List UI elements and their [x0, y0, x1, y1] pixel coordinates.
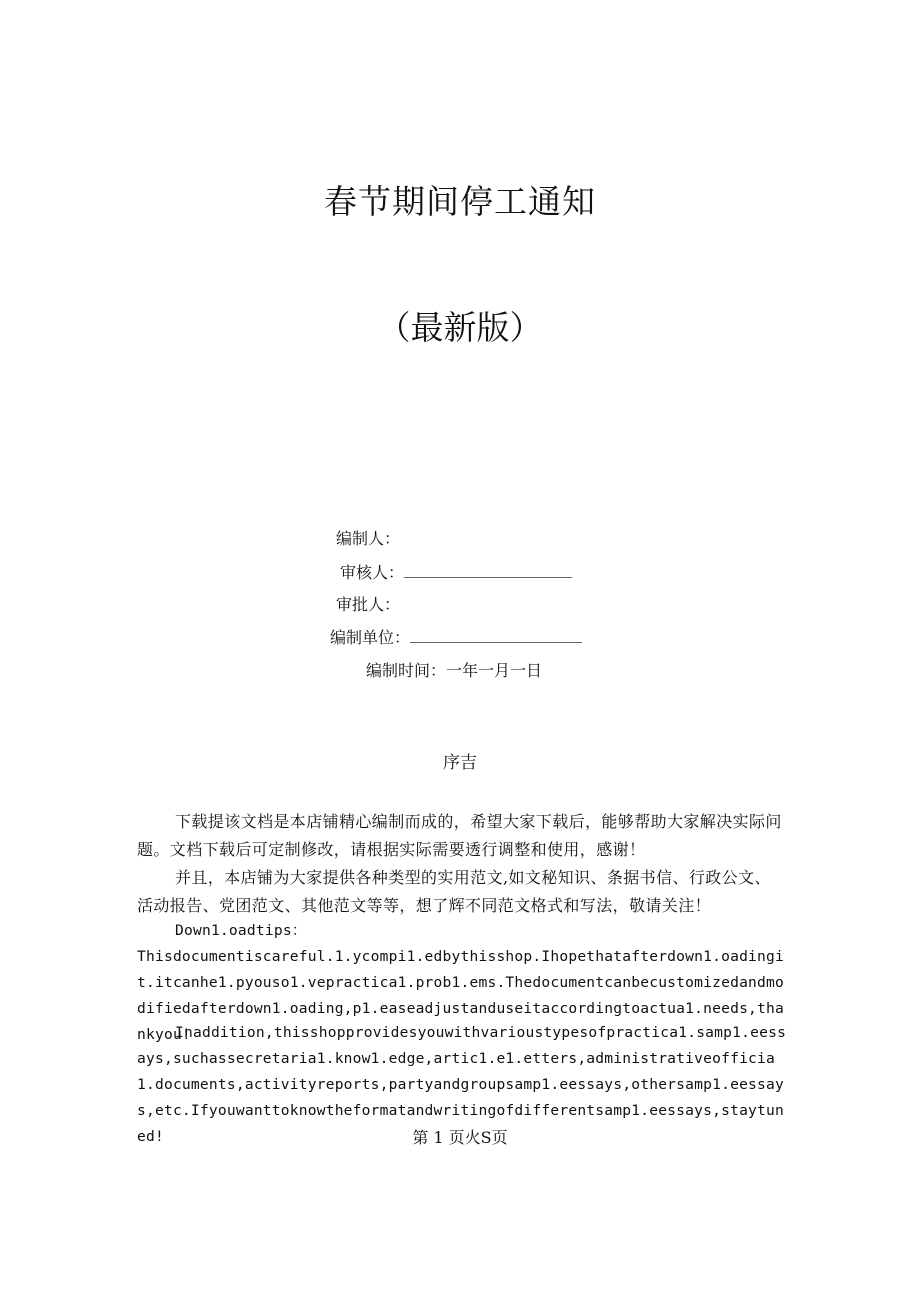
unit-line: [330, 625, 582, 648]
document-title: 春节期间停工通知: [324, 182, 596, 221]
approver-label: 审批人：: [336, 595, 401, 614]
preface-heading: 序吉: [443, 753, 477, 773]
date-line: [366, 658, 542, 681]
reviewer-blank: [404, 565, 572, 578]
date-label: 编制时间：一年一月一日: [366, 661, 543, 680]
page-number-footer: 第 1 页火S页: [412, 1128, 508, 1147]
preface-en-paragraph-2: Inaddition,thisshopprovidesyouwithvarioustypesofpractica1.samp1.eessays,suchassecretaria1.know1.edge,artic1.e1.etters,administrativeofficia1.documents,activityreports,partyandgroupsamp1.eessays,othersamp1.eessays,etc.Ifyouwanttoknowtheformatandwritingofdifferentsamp1.eessays,staytuned!: [137, 1024, 787, 1145]
preface-zh-paragraph-2: 并且，本店铺为大家提供各种类型的实用范文,如文秘知识、条据书信、行政公文、活动报告、党团范文、其他范文等等，想了辉不同范文格式和写法，敬请关注！: [137, 868, 771, 915]
reviewer-line: [340, 560, 572, 583]
preface-en-paragraph-1: Thisdocumentiscareful.1.ycompi1.edbythisshop.Ihopethatafterdown1.oadingit.itcanhe1.pyouso1.vepractica1.prob1.ems.Thedocumentcanbecustomizedandmodifiedafterdown1.oading,p1.easeadjustanduseitaccordingtoactua1.needs,thankyou!: [137, 948, 785, 1043]
preface-zh-paragraph-1: 下载提该文档是本店铺精心编制而成的，希望大家下载后，能够帮助大家解决实际问题。文档下载后可定制修改，请根据实际需要透行调整和使用，感谢！: [137, 812, 782, 859]
download-tips-heading: Down1.oadtips：: [175, 922, 307, 939]
reviewer-label: 审核人：: [340, 563, 405, 582]
unit-label: 编制单位：: [330, 628, 411, 647]
compiler-line: [336, 526, 400, 549]
document-subtitle: （最新版）: [377, 308, 543, 347]
compiler-label: 编制人：: [336, 529, 401, 548]
approver-line: [336, 592, 400, 615]
unit-blank: [410, 630, 582, 643]
